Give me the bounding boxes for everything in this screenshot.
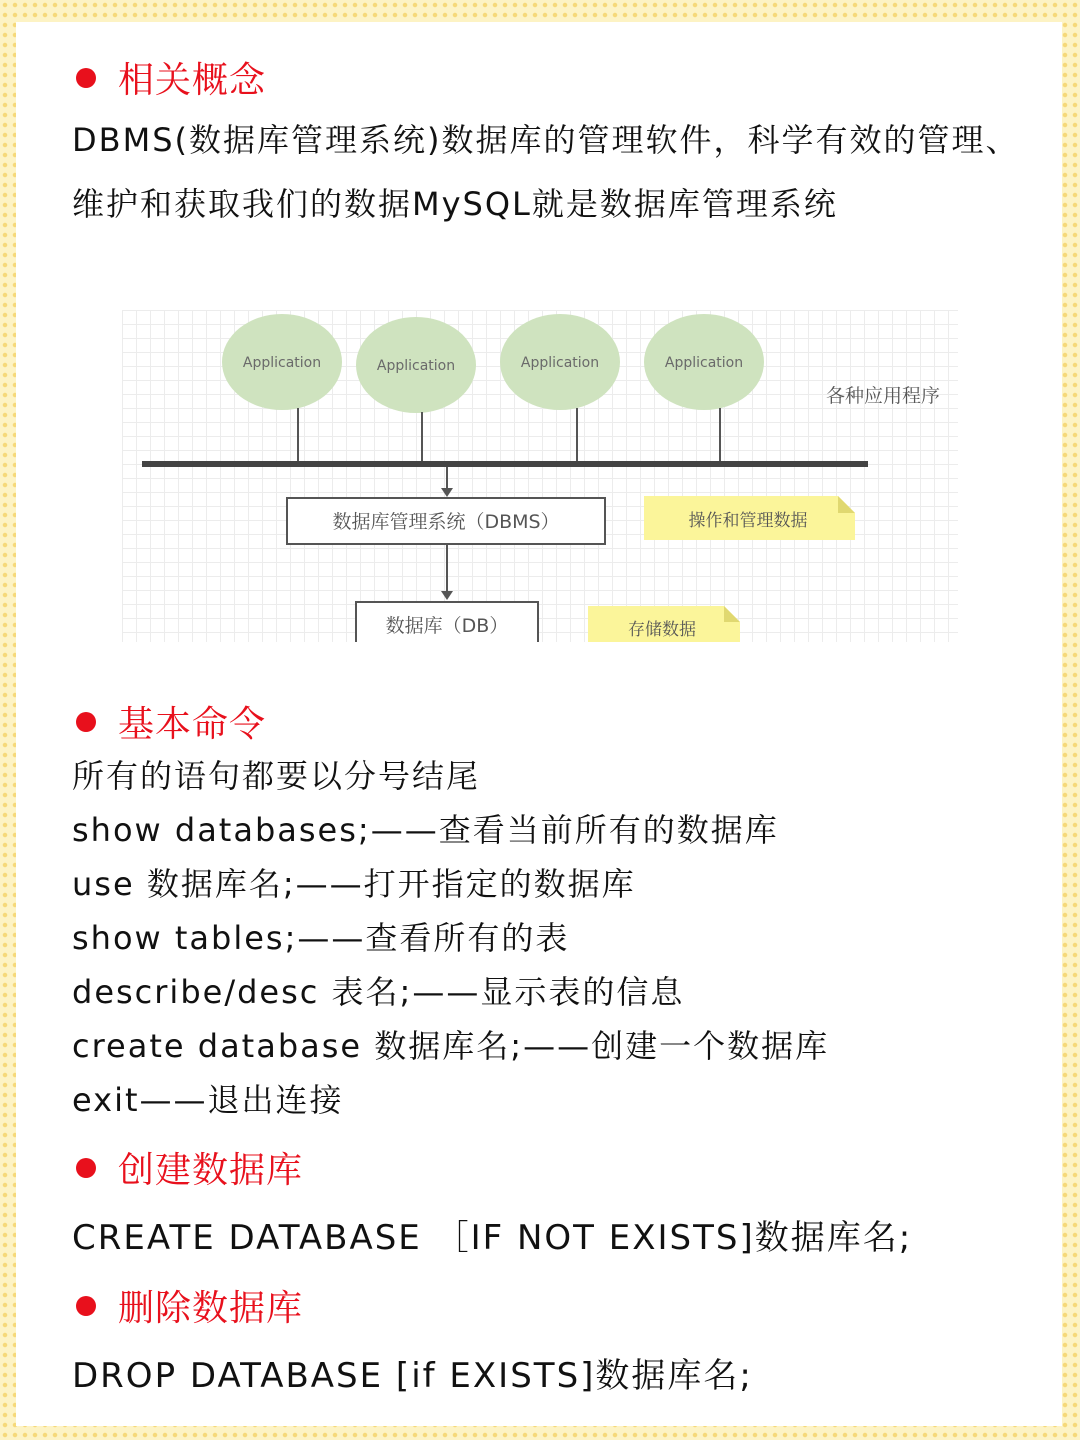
bullet-icon: [76, 1296, 96, 1316]
app-connectors: [298, 408, 720, 464]
section-heading-basic-commands: [76, 696, 266, 747]
command-line: exit——退出连接: [72, 1081, 344, 1119]
command-line: use 数据库名;——打开指定的数据库: [72, 865, 636, 903]
application-bus: [142, 461, 868, 467]
application-node: [644, 314, 764, 410]
application-node: [500, 314, 620, 410]
apps-note: 各种应用程序: [826, 385, 941, 407]
section-title: 删除数据库: [118, 1288, 304, 1329]
content-card: [16, 22, 1062, 1426]
db-note: [588, 606, 740, 642]
command-line: describe/desc 表名;——显示表的信息: [72, 973, 685, 1011]
bullet-icon: [76, 68, 96, 88]
db-box-label: 数据库（DB）: [385, 615, 509, 637]
bullet-icon: [76, 712, 96, 732]
db-note-label: 存储数据: [628, 620, 696, 640]
application-label: Application: [242, 355, 322, 371]
arrow-down-icon: [441, 544, 453, 600]
command-line: create database 数据库名;——创建一个数据库: [72, 1027, 830, 1065]
command-line: 所有的语句都要以分号结尾: [72, 757, 481, 795]
application-label: Application: [664, 355, 744, 371]
bullet-icon: [76, 1158, 96, 1178]
section-heading-concepts: [76, 52, 266, 103]
application-node: [356, 317, 476, 413]
create-db-syntax: CREATE DATABASE ［IF NOT EXISTS]数据库名;: [72, 1218, 913, 1258]
section-title: 创建数据库: [118, 1150, 304, 1191]
dbms-note: [644, 496, 855, 540]
command-list: [72, 749, 829, 1127]
dbms-note-label: 操作和管理数据: [688, 511, 808, 531]
command-line: show databases;——查看当前所有的数据库: [72, 811, 779, 849]
drop-db-syntax: DROP DATABASE [if EXISTS]数据库名;: [72, 1356, 753, 1396]
concepts-paragraph: DBMS(数据库管理系统)数据库的管理软件，科学有效的管理、维护和获取我们的数据MySQL就是数据库管理系统: [72, 121, 1020, 223]
command-line: show tables;——查看所有的表: [72, 919, 570, 957]
section-title: 相关概念: [118, 60, 267, 101]
application-label: Application: [376, 358, 456, 374]
section-heading-create-db: [76, 1142, 303, 1193]
section-title: 基本命令: [118, 704, 267, 745]
dbms-architecture-diagram: [122, 310, 958, 642]
application-label: Application: [520, 355, 600, 371]
application-node: [222, 314, 342, 410]
dbms-box-label: 数据库管理系统（DBMS）: [332, 511, 560, 533]
diagram-svg: [122, 310, 958, 642]
arrow-down-icon: [441, 467, 453, 497]
section-heading-drop-db: [76, 1280, 303, 1331]
